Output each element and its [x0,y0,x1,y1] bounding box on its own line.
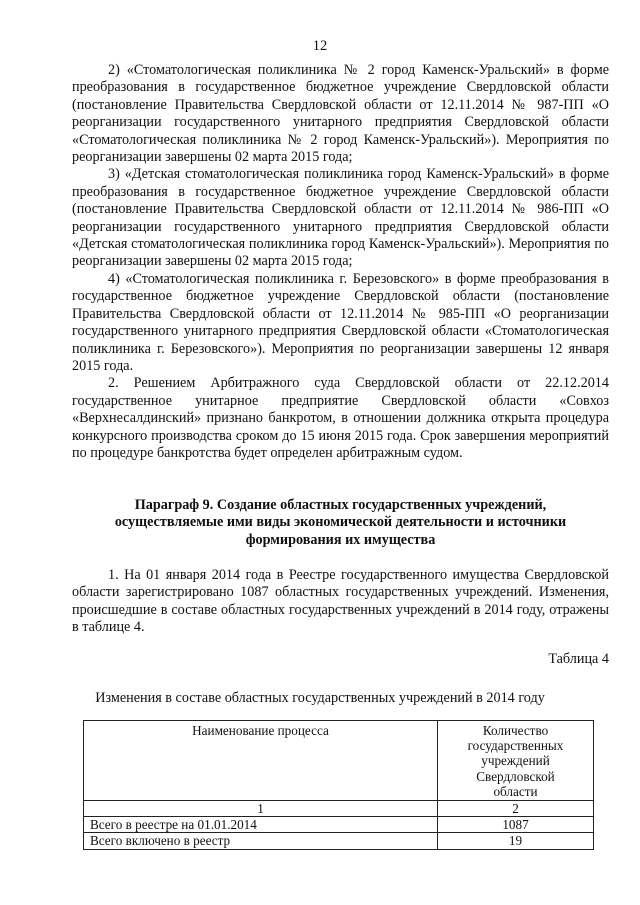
table-caption: Изменения в составе областных государственных учреждений в 2014 году [95,690,545,706]
table-row [84,833,594,849]
paragraph-9-1: 1. На 01 января 2014 года в Реестре государственного имущества Свердловской области зарегистрировано 1087 областных государственных учреждений. Изменения, происшедшие в составе областных государственных учреждений в 2014 году, отражены в таблице 4. [72,567,609,636]
header-line: государственных [467,738,564,754]
header-process-name: Наименование процесса [84,721,438,801]
column-number: 1 [84,801,438,817]
paragraph-item-4: 4) «Стоматологическая поликлиника г. Березовского» в форме преобразования в государственное бюджетное учреждение Свердловской области (постановление Правительства Свердловской области от 12.11.2014 № 985-ПП «О реорганизации государственного унитарного предприятия Свердловской области «Стоматологическая поликлиника г. Березовского»). Мероприятия по реорганизации завершены 12 января 2015 года. [72,270,609,374]
header-line: Количество [482,723,549,738]
header-institution-count [438,721,594,801]
header-line: области [493,783,538,799]
row-name: Всего включено в реестр [84,833,438,849]
paragraph-item-3: 3) «Детская стоматологическая поликлиника город Каменск-Уральский» в форме преобразования в государственное бюджетное учреждение Свердловской области (постановление Правительства Свердловской области от 12.11.2014 № 986-ПП «О реорганизации государственного унитарного предприятия Свердловской области «Детская стоматологическая поликлиника город Каменск-Уральский»). Мероприятия по реорганизации завершены 02 марта 2015 года; [72,166,609,270]
page-number: 12 [312,38,328,54]
section-heading-line: Параграф 9. Создание областных государственных учреждений, [134,497,547,513]
section-heading-line: осуществляемые ими виды экономической деятельности и источники [114,514,567,531]
body-text [72,62,609,462]
paragraph-bankruptcy: 2. Решением Арбитражного суда Свердловской области от 22.12.2014 государственное унитарное предприятие Свердловской области «Совхоз «Верхнесалдинский» признано банкротом, в отношении должника открыта процедура конкурсного производства сроком до 15 июня 2015 года. Срок завершения мероприятий по процедуре банкротства будет определен арбитражным судом. [72,375,609,461]
table-row [84,817,594,833]
section-heading-line: формирования их имущества [245,531,436,548]
column-number-row [84,801,594,817]
table-4 [83,720,594,850]
header-line: Свердловской [476,768,555,784]
row-name: Всего в реестре на 01.01.2014 [84,817,438,833]
row-value: 19 [438,833,594,849]
section-body [72,567,609,637]
header-line: учреждений [481,753,550,769]
paragraph-item-2: 2) «Стоматологическая поликлиника № 2 город Каменск-Уральский» в форме преобразования в государственное бюджетное учреждение Свердловской области (постановление Правительства Свердловской области от 12.11.2014 № 987-ПП «О реорганизации государственного унитарного предприятия Свердловской области «Стоматологическая поликлиника № 2 город Каменск-Уральский»). Мероприятия по реорганизации завершены 02 марта 2015 года; [72,62,609,166]
section-heading [72,497,609,549]
row-value: 1087 [438,817,594,833]
table-header-row [84,721,594,801]
column-number: 2 [438,801,594,817]
table-label: Таблица 4 [548,651,609,667]
